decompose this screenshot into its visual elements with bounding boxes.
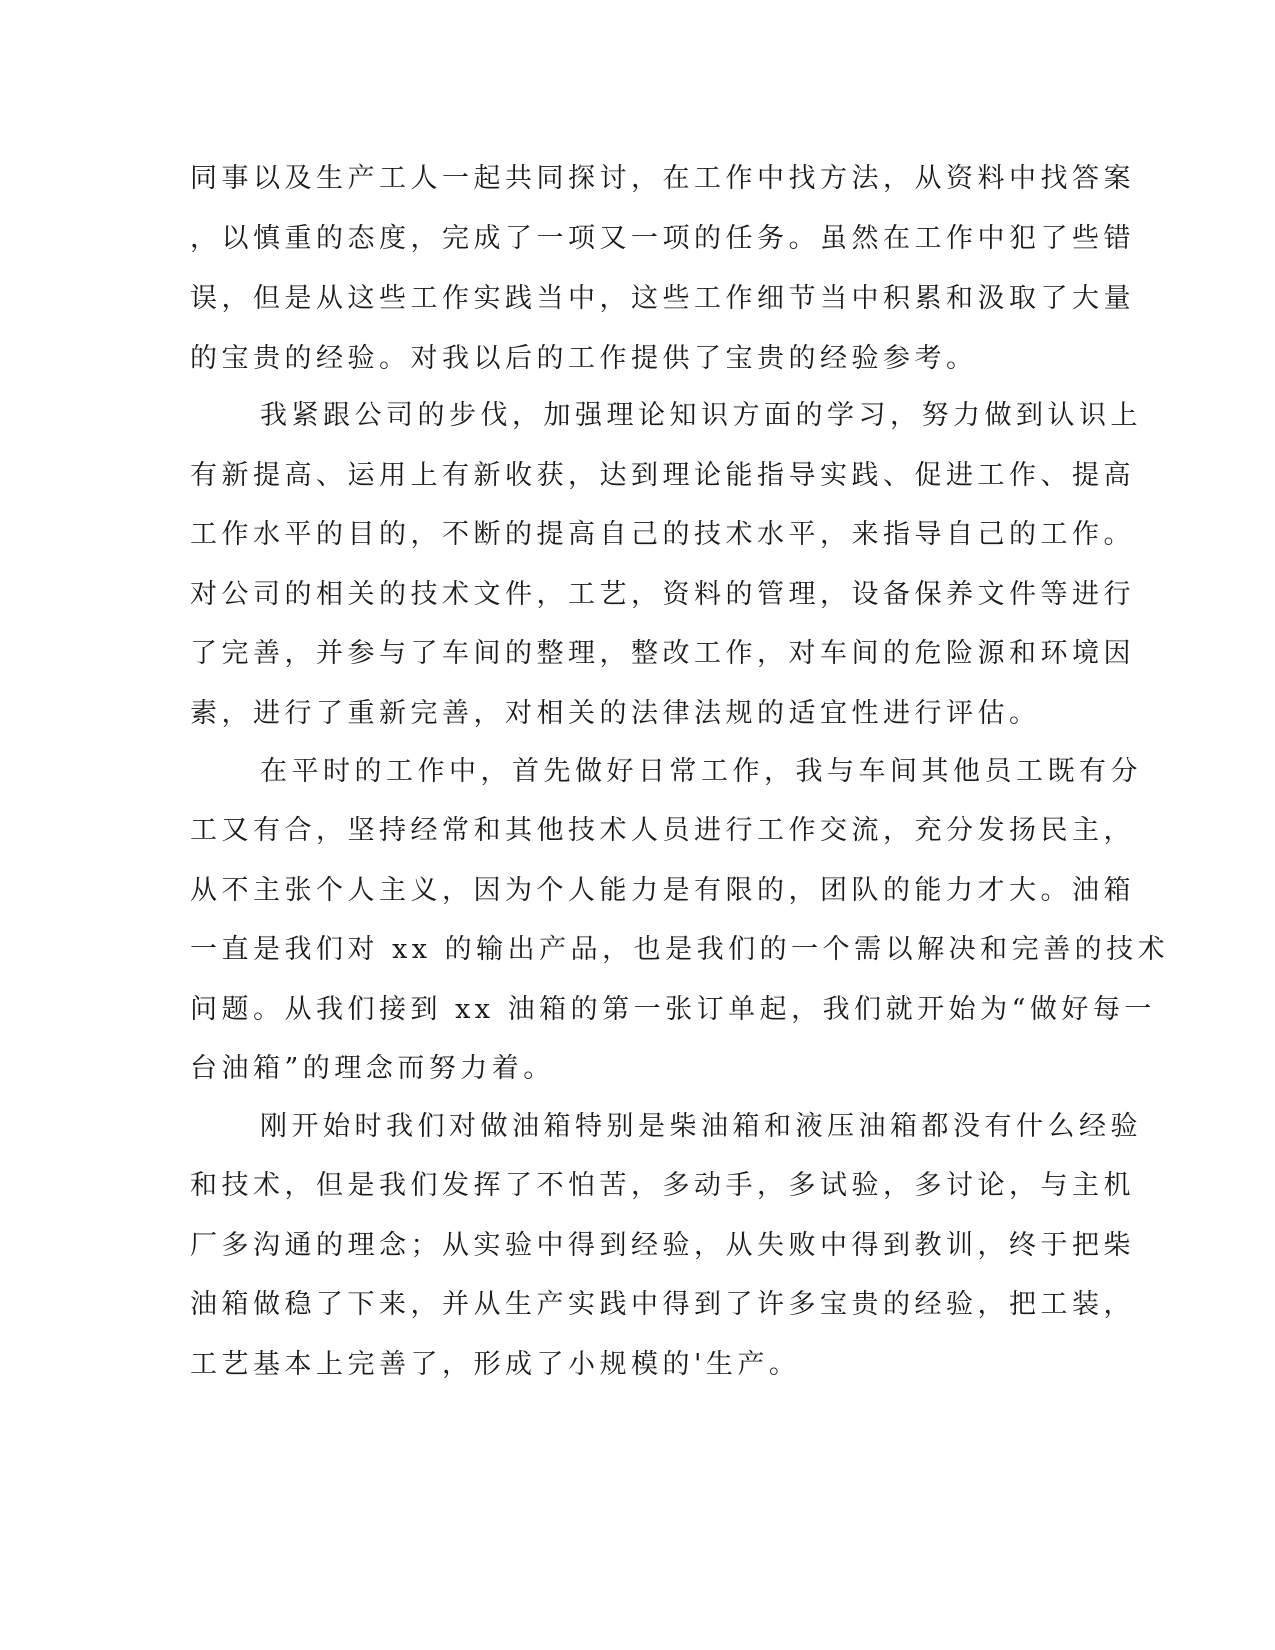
paragraph-line: 一直是我们对 xx 的输出产品，也是我们的一个需以解决和完善的技术 (190, 934, 1170, 965)
paragraph-line: 厂多沟通的理念；从实验中得到经验，从失败中得到教训，终于把柴 (190, 1230, 1135, 1261)
paragraph-line: ，以慎重的态度，完成了一项又一项的任务。虽然在工作中犯了些错 (190, 223, 1135, 254)
paragraph-line: 工作水平的目的，不断的提高自己的技术水平，来指导自己的工作。 (190, 519, 1135, 550)
paragraph-line: 台油箱”的理念而努力着。 (190, 1053, 555, 1084)
paragraph-line: 同事以及生产工人一起共同探讨，在工作中找方法，从资料中找答案 (190, 163, 1135, 194)
paragraph-line: 有新提高、运用上有新收获，达到理论能指导实践、促进工作、提高 (190, 460, 1135, 491)
paragraph-line: 的宝贵的经验。对我以后的工作提供了宝贵的经验参考。 (190, 343, 978, 374)
paragraph-line: 了完善，并参与了车间的整理，整改工作，对车间的危险源和环境因 (190, 638, 1135, 669)
paragraph-line: 误，但是从这些工作实践当中，这些工作细节当中积累和汲取了大量 (190, 283, 1135, 314)
paragraph-line: 刚开始时我们对做油箱特别是柴油箱和液压油箱都没有什么经验 (260, 1111, 1142, 1142)
paragraph-line: 油箱做稳了下来，并从生产实践中得到了许多宝贵的经验，把工装， (190, 1289, 1135, 1320)
paragraph-line: 和技术，但是我们发挥了不怕苦，多动手，多试验，多讨论，与主机 (190, 1170, 1135, 1201)
paragraph-line: 工艺基本上完善了，形成了小规模的'生产。 (190, 1349, 801, 1380)
paragraph-line: 我紧跟公司的步伐，加强理论知识方面的学习，努力做到认识上 (260, 400, 1142, 431)
paragraph-line: 对公司的相关的技术文件，工艺，资料的管理，设备保养文件等进行 (190, 579, 1135, 610)
paragraph-line: 从不主张个人主义，因为个人能力是有限的，团队的能力才大。油箱 (190, 875, 1135, 906)
paragraph-line: 在平时的工作中，首先做好日常工作，我与车间其他员工既有分 (260, 756, 1142, 787)
paragraph-line: 问题。从我们接到 xx 油箱的第一张订单起，我们就开始为“做好每一 (190, 994, 1156, 1025)
paragraph-line: 素，进行了重新完善，对相关的法律法规的适宜性进行评估。 (190, 698, 1041, 729)
paragraph-line: 工又有合，坚持经常和其他技术人员进行工作交流，充分发扬民主， (190, 815, 1135, 846)
